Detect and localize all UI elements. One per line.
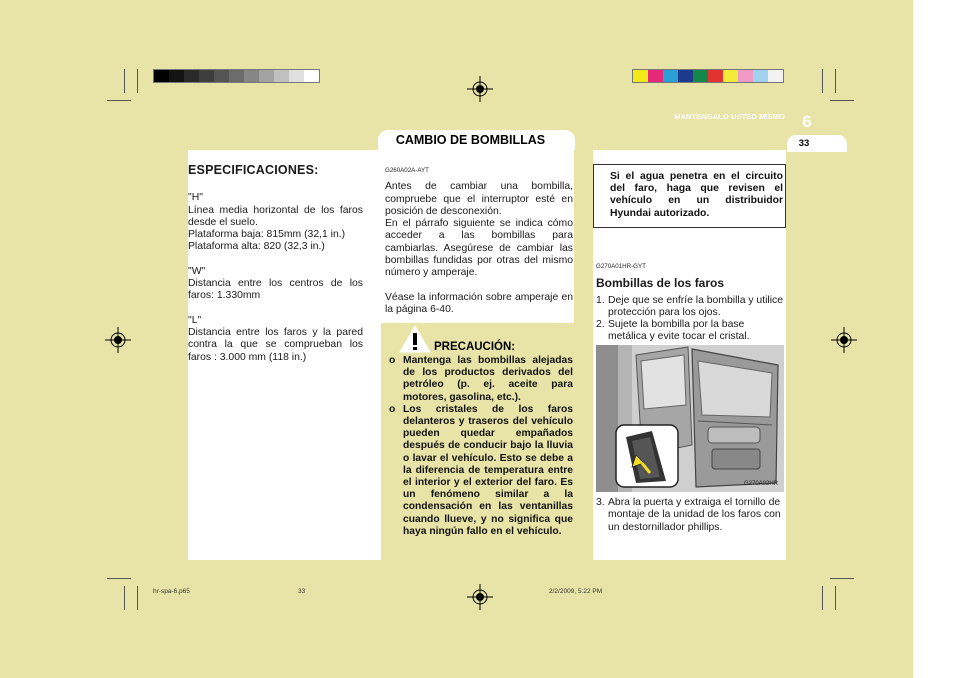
color-swatch xyxy=(244,70,259,82)
color-swatch xyxy=(753,70,768,82)
spec-w-text: Distancia entre los centros de los faros: 1.330mm xyxy=(188,278,363,302)
color-calibration-bar xyxy=(632,69,784,83)
color-swatch xyxy=(708,70,723,82)
headlamp-steps-bottom xyxy=(596,497,784,534)
step-number: 2. xyxy=(596,319,605,331)
color-swatch xyxy=(648,70,663,82)
truck-door-illustration xyxy=(596,345,784,492)
color-swatch xyxy=(229,70,244,82)
caution-item xyxy=(389,404,573,538)
color-swatch xyxy=(633,70,648,82)
section-code: G260A02A-AYT xyxy=(385,167,429,174)
spec-h-high: Plataforma alta: 820 (32,3 in.) xyxy=(188,241,325,253)
caution-box xyxy=(381,323,576,549)
page-number: 33 xyxy=(798,138,810,149)
step-item xyxy=(596,295,784,320)
color-swatch xyxy=(184,70,199,82)
headlamp-steps-bottom-section xyxy=(596,497,784,534)
color-swatch xyxy=(169,70,184,82)
color-swatch xyxy=(214,70,229,82)
registration-mark-icon xyxy=(467,584,493,610)
registration-mark-icon xyxy=(105,327,131,353)
headlamp-steps-top xyxy=(596,295,784,344)
intro-paragraph-1: Antes de cambiar una bombilla, compruebe que el interruptor esté en posición de desconexión. xyxy=(385,181,573,217)
caution-item xyxy=(389,355,573,404)
color-swatch xyxy=(274,70,289,82)
footer-datetime: 2/2/2009, 5:22 PM xyxy=(549,588,603,595)
specifications-section xyxy=(188,164,363,364)
color-swatch xyxy=(693,70,708,82)
footer-filename: hr-spa-6.p65 xyxy=(153,588,190,595)
color-swatch xyxy=(678,70,693,82)
step-item xyxy=(596,497,784,534)
spec-h-text: Línea media horizontal de los faros desde el suelo. xyxy=(188,204,363,228)
color-swatch xyxy=(304,70,319,82)
step-item xyxy=(596,319,784,344)
color-swatch xyxy=(738,70,753,82)
step-number: 1. xyxy=(596,294,605,306)
registration-mark-icon xyxy=(467,76,493,102)
caution-text: Los cristales de los faros delanteros y traseros del vehículo pueden quedar empañados después de conducir bajo la lluvia o lavar el vehículo. Esto se debe a la diferencia de temperatura entre el interior y el exterior del faro. Es un fenómeno similar a la condensación en las ventanillas cuando llueve, y no significa que haya ningún fallo en el vehículo. xyxy=(403,403,573,537)
section-title: CAMBIO DE BOMBILLAS xyxy=(395,133,546,147)
caution-title: PRECAUCIÓN: xyxy=(434,341,516,353)
color-swatch xyxy=(723,70,738,82)
intro-paragraph-2: En el párrafo siguiente se indica cómo acceder a las bombillas para cambiarlas. Asegúrese de cambiar las bombillas fundidas por otras del mismo número y amperaje. xyxy=(385,218,573,279)
headlamp-subheading: Bombillas de los faros xyxy=(596,276,725,291)
spec-w-label: "W" xyxy=(188,265,206,277)
color-swatch xyxy=(289,70,304,82)
spec-l-text: Distancia entre los faros y la pared contra la que se comprueban los faros : 3.000 mm (118 in.) xyxy=(188,326,363,363)
spec-l-label: "L" xyxy=(188,314,202,326)
color-swatch xyxy=(199,70,214,82)
caution-list xyxy=(389,355,573,538)
section-header-tab xyxy=(378,130,575,150)
spec-h-label: "H" xyxy=(188,192,203,204)
color-swatch xyxy=(663,70,678,82)
color-swatch xyxy=(154,70,169,82)
footer-page: 33 xyxy=(298,588,306,595)
color-swatch xyxy=(768,70,783,82)
step-text: Sujete la bombilla por la base metálica y evite tocar el cristal. xyxy=(608,319,750,343)
headlamp-section xyxy=(596,261,784,344)
caution-bullet: o xyxy=(389,355,396,366)
caution-text: Mantenga las bombillas alejadas de los productos derivados del petróleo (p. ej. aceite para motores, gasolina, etc.). xyxy=(403,355,573,403)
bulb-intro-section xyxy=(385,165,573,316)
spec-h-low: Plataforma baja: 815mm (32,1 in.) xyxy=(188,229,346,241)
headlamp-section-code: G270A01HR-GYT xyxy=(596,263,646,270)
step-text: Deje que se enfríe la bombilla y utilice protección para los ojos. xyxy=(608,294,784,318)
specifications-title: ESPECIFICACIONES: xyxy=(188,163,319,177)
page-number-tab xyxy=(787,135,847,152)
warning-triangle-icon xyxy=(398,324,432,354)
color-swatch xyxy=(259,70,274,82)
chapter-title: MANTENGALO USTED MISMO xyxy=(674,112,785,121)
notice-box xyxy=(593,164,786,228)
figure-code: G270A02HR xyxy=(744,481,779,487)
caution-bullet: o xyxy=(389,403,396,415)
notice-text: Si el agua penetra en el circuito del faro, haga que revisen el vehículo en un distribuidor Hyundai autorizado. xyxy=(610,171,783,219)
step-number: 3. xyxy=(596,497,605,508)
truck-door-figure xyxy=(596,345,784,492)
intro-paragraph-3: Véase la información sobre amperaje en la página 6-40. xyxy=(385,291,573,315)
grayscale-calibration-bar xyxy=(153,69,320,83)
chapter-number: 6 xyxy=(802,112,812,131)
step-text: Abra la puerta y extraiga el tornillo de montaje de la unidad de los faros con un destornillador phillips. xyxy=(608,497,781,533)
registration-mark-icon xyxy=(831,327,857,353)
